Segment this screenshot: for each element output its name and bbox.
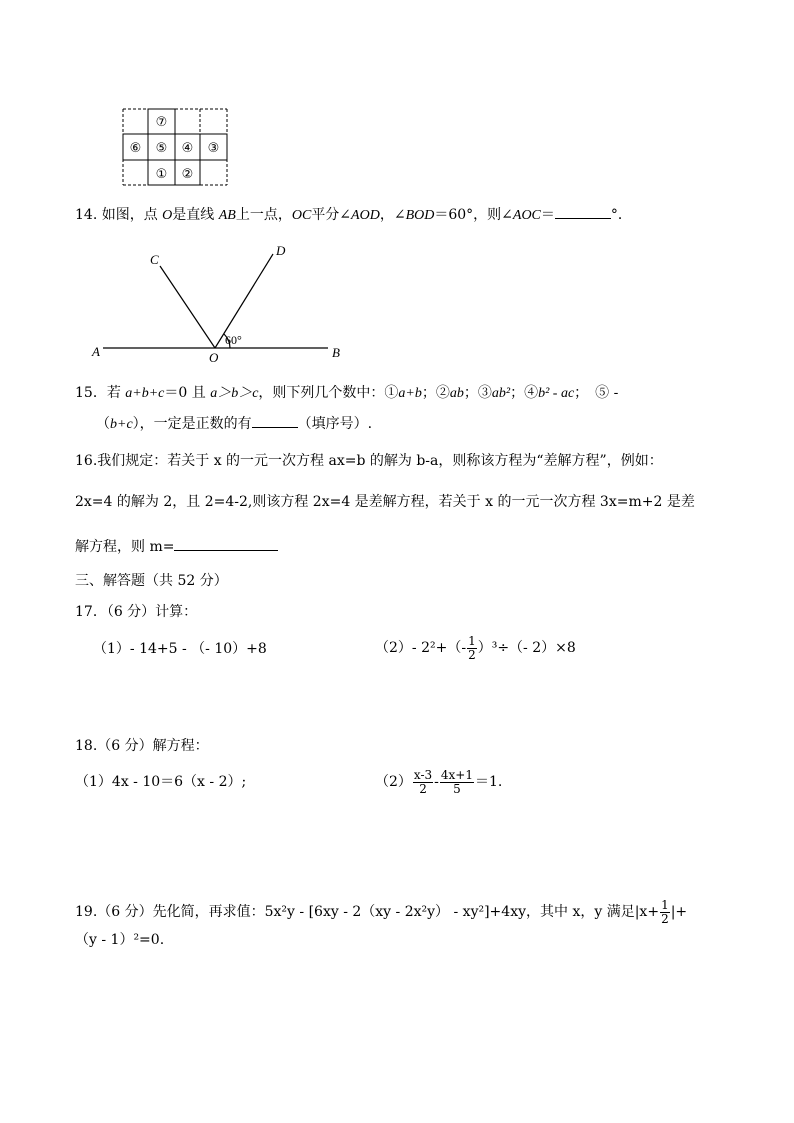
q15-expr: a＞b＞c [210, 386, 259, 401]
net-cell-4: ④ [181, 141, 194, 156]
q14-var: BOD [405, 208, 435, 223]
q15-expr: a+b+c [125, 386, 165, 401]
q19-text: 19.（6 分）先化简，再求值：5x²y - [6xy - 2（xy - 2x²y） - xy²]+4xy，其中 x，y 满足|x+ [75, 904, 660, 920]
question-14 [75, 204, 632, 226]
question-16-line1: 16.我们规定：若关于 x 的一元一次方程 ax=b 的解为 b-a，则称该方程为“差解方程”，例如： [75, 453, 663, 469]
fraction-denominator: 2 [468, 647, 476, 662]
q15-text: ； ⑤ - [574, 385, 619, 401]
q16-text: 解方程，则 m= [75, 539, 175, 555]
label-b: B [332, 345, 340, 360]
fraction-numerator: 4x+1 [440, 767, 473, 782]
q17-fraction [467, 635, 477, 662]
q14-var: AOC [512, 208, 541, 223]
q14-text: ＝60°，则∠ [434, 207, 513, 223]
q14-var: O [162, 208, 173, 223]
net-cell-1: ① [155, 167, 168, 182]
net-cell-5: ⑤ [155, 141, 168, 156]
q15-number: 15． [75, 385, 107, 401]
question-17-part1: （1）- 14+5 - （- 10）+8 [93, 641, 267, 657]
label-o: O [209, 350, 219, 365]
q14-text: 上一点， [235, 207, 292, 223]
q14-text: 是直线 [172, 207, 219, 223]
q19-fraction [660, 899, 670, 926]
q18-fraction-1 [413, 769, 433, 796]
cube-net-figure [120, 106, 230, 188]
net-cell-2: ② [181, 167, 194, 182]
q18-text: ＝1. [475, 774, 503, 790]
fraction-denominator: 2 [661, 911, 669, 926]
q15-text: ，则下列几个数中：① [258, 385, 399, 401]
q15-text: （填序号）. [297, 416, 373, 432]
label-a: A [92, 344, 100, 359]
net-cell-3: ③ [207, 141, 220, 156]
q14-text: ，∠ [379, 207, 406, 223]
question-18-part2 [375, 765, 502, 799]
ray-oc [160, 266, 215, 348]
q17-text: （2）- 2²+（- [375, 640, 467, 656]
q15-item: ab² [491, 386, 511, 401]
fraction-denominator: 2 [419, 781, 427, 796]
q14-var: AB [218, 208, 236, 223]
fraction-numerator: 1 [468, 633, 476, 648]
q15-item: ab [449, 386, 464, 401]
question-15-line1 [75, 383, 618, 404]
q14-var: AOD [351, 208, 380, 223]
q15-text: ；② [421, 385, 450, 401]
fraction-numerator: 1 [661, 897, 669, 912]
q15-text: ；④ [510, 385, 539, 401]
q15-text: ；③ [463, 385, 492, 401]
question-18-part1: （1）4x - 10＝6（x - 2）; [75, 774, 247, 790]
label-c: C [150, 252, 159, 267]
q18-fraction-2 [440, 769, 474, 796]
q15-item: b² - ac [538, 386, 575, 401]
q15-item: a+b [398, 386, 422, 401]
question-16-line3 [75, 536, 278, 557]
q16-answer-blank [174, 536, 278, 551]
q17-text: ）³÷（- 2）×8 [477, 640, 576, 656]
question-19-line1 [75, 896, 687, 928]
q15-text: ＝0 且 [164, 385, 211, 401]
q15-text: 若 [106, 385, 126, 401]
question-18-title: 18.（6 分）解方程： [75, 738, 209, 754]
q14-answer-blank [555, 204, 611, 219]
q14-var: OC [291, 208, 312, 223]
net-cell-6: ⑥ [129, 141, 142, 156]
label-d: D [276, 243, 286, 258]
q15-answer-blank [252, 413, 298, 428]
angle-label: 60° [225, 333, 242, 347]
q14-text: 平分∠ [311, 207, 352, 223]
q15-text: ），一定是正数的有 [132, 416, 252, 432]
ray-od [215, 254, 273, 348]
q19-text: |+ [670, 904, 688, 920]
question-17-part2 [375, 632, 576, 664]
q14-text: °． [610, 207, 632, 223]
q18-text: - [434, 774, 439, 790]
q18-text: （2） [375, 774, 412, 790]
q14-number: 14. [75, 207, 98, 223]
question-19-line2: （y - 1）²=0. [75, 932, 165, 948]
angle-figure [88, 236, 358, 366]
fraction-denominator: 5 [453, 781, 461, 796]
section-3-title: 三、解答题（共 52 分） [75, 573, 228, 589]
question-17-title: 17．（6 分）计算： [75, 604, 198, 620]
q15-text: （ [96, 416, 110, 432]
fraction-numerator: x-3 [413, 767, 433, 782]
q14-text: 如图，点 [101, 207, 163, 223]
net-cell-7: ⑦ [155, 115, 168, 130]
question-15-line2 [96, 413, 372, 435]
question-16-line2: 2x=4 的解为 2，且 2=4-2,则该方程 2x=4 是差解方程，若关于 x 的一元一次方程 3x=m+2 是差 [75, 494, 695, 510]
q14-text: ＝ [540, 207, 555, 223]
q15-item: b+c [110, 417, 133, 432]
